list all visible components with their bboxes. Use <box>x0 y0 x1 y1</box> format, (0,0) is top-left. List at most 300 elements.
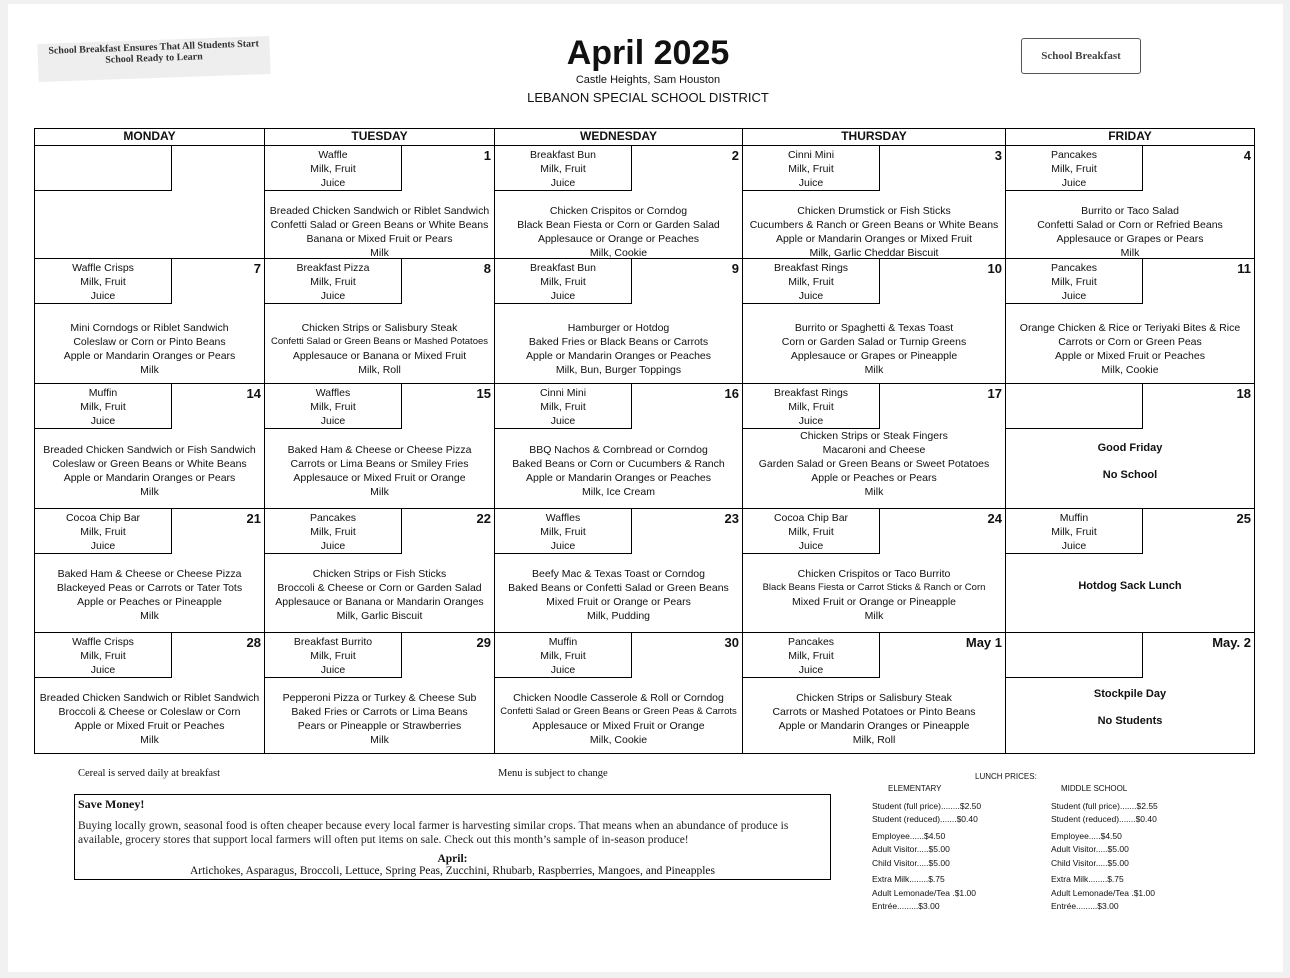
lunch-menu <box>1006 204 1254 260</box>
date-number: 29 <box>476 635 491 650</box>
lunch-line: Applesauce or Banana or Mandarin Oranges <box>275 596 484 608</box>
breakfast-line: Muffin <box>548 636 578 648</box>
breakfast-line: Milk, Fruit <box>788 276 834 288</box>
breakfast-line: Juice <box>798 540 824 552</box>
special-notice <box>1006 441 1254 482</box>
price-line: Entrée.........$3.00 <box>872 901 940 911</box>
lunch-menu <box>495 567 742 623</box>
date-number: 24 <box>987 511 1002 526</box>
day-header-wednesday: WEDNESDAY <box>495 129 743 146</box>
elementary-prices <box>872 782 981 914</box>
breakfast-line: Milk, Fruit <box>1051 526 1097 538</box>
breakfast-line: Milk, Fruit <box>540 163 586 175</box>
breakfast-box <box>1006 633 1143 678</box>
lunch-line: Apple or Mixed Fruit or Peaches <box>74 720 225 732</box>
lunch-line: Milk <box>140 610 159 622</box>
lunch-line: Milk <box>864 486 884 498</box>
lunch-line: Apple or Mixed Fruit or Peaches <box>1055 350 1205 362</box>
breakfast-box <box>743 633 880 678</box>
day-cell <box>265 633 495 753</box>
breakfast-line <box>35 162 171 176</box>
lunch-menu <box>743 567 1005 623</box>
date-number: 15 <box>476 386 491 401</box>
lunch-line: Milk, Ice Cream <box>582 486 655 498</box>
lunch-menu <box>265 691 494 747</box>
breakfast-box <box>743 146 880 191</box>
lunch-line: Confetti Salad or Green Beans or Mashed Potatoes <box>270 336 489 347</box>
lunch-line: Milk, Garlic Biscuit <box>336 610 423 622</box>
day-cell <box>743 146 1006 259</box>
breakfast-line: Juice <box>1061 177 1087 189</box>
lunch-line: Macaroni and Cheese <box>822 444 926 456</box>
breakfast-line: Breakfast Burrito <box>293 636 373 648</box>
day-cell <box>495 384 743 509</box>
breakfast-line <box>1006 414 1142 428</box>
day-cell <box>1006 384 1254 509</box>
date-number: May 1 <box>965 635 1002 650</box>
breakfast-line <box>35 176 171 190</box>
lunch-menu <box>743 429 1005 499</box>
breakfast-line: Juice <box>320 540 346 552</box>
lunch-line: Apple or Mandarin Oranges or Pears <box>63 350 236 362</box>
breakfast-line: Juice <box>1061 290 1087 302</box>
lunch-line: Chicken Strips or Fish Sticks <box>312 568 447 580</box>
lunch-line: Milk, Cookie <box>589 247 648 259</box>
lunch-line: Breaded Chicken Sandwich or Riblet Sandwich <box>269 205 490 217</box>
special-line: Good Friday <box>1097 442 1163 454</box>
day-cell <box>35 633 265 753</box>
breakfast-line: Juice <box>798 415 824 427</box>
breakfast-line <box>1006 386 1142 400</box>
lunch-line: Milk, Roll <box>852 734 896 746</box>
lunch-line: Chicken Crispitos or Taco Burrito <box>797 568 951 580</box>
breakfast-box <box>743 259 880 304</box>
lunch-line: Chicken Crispitos or Corndog <box>549 205 688 217</box>
date-number: 11 <box>1237 261 1251 276</box>
lunch-menu <box>265 567 494 623</box>
date-number: 3 <box>994 148 1002 163</box>
breakfast-line: Cocoa Chip Bar <box>773 512 849 524</box>
school-breakfast-banner-logo: School Breakfast Ensures That All Students Start School Ready to Learn <box>37 36 270 82</box>
breakfast-line: Juice <box>1061 540 1087 552</box>
lunch-line: Pears or Pineapple or Strawberries <box>297 720 462 732</box>
menu-page <box>8 4 1283 972</box>
lunch-line: Baked Beans or Confetti Salad or Green Beans <box>508 582 729 594</box>
breakfast-line: Juice <box>550 177 576 189</box>
lunch-line: Baked Ham & Cheese or Cheese Pizza <box>57 568 242 580</box>
lunch-line: Milk <box>1120 247 1140 259</box>
day-cell <box>265 384 495 509</box>
breakfast-line: Breakfast Rings <box>773 262 849 274</box>
date-number: 8 <box>483 261 491 276</box>
lunch-line: Apple or Mandarin Oranges or Peaches <box>525 472 712 484</box>
breakfast-line: Milk, Fruit <box>310 650 356 662</box>
breakfast-line: Juice <box>798 290 824 302</box>
breakfast-line: Pancakes <box>309 512 357 524</box>
breakfast-line: Milk, Fruit <box>310 276 356 288</box>
day-cell <box>495 146 743 259</box>
lunch-line: Chicken Strips or Steak Fingers <box>800 430 948 442</box>
price-line: Student (reduced).......$0.40 <box>872 814 978 824</box>
lunch-line: Baked Fries or Black Beans or Carrots <box>528 336 709 348</box>
breakfast-box <box>265 633 402 678</box>
lunch-line: Orange Chicken & Rice or Teriyaki Bites & Rice <box>1019 322 1241 334</box>
lunch-line: Applesauce or Mixed Fruit or Orange <box>532 720 705 732</box>
lunch-menu <box>495 321 742 377</box>
lunch-line: Carrots or Mashed Potatoes or Pinto Beans <box>772 706 976 718</box>
lunch-line: Garden Salad or Green Beans or Sweet Potatoes <box>758 458 990 470</box>
lunch-line: Milk, Cookie <box>1101 364 1159 376</box>
breakfast-line: Pancakes <box>1050 262 1098 274</box>
lunch-line: Milk, Bun, Burger Toppings <box>555 364 682 376</box>
date-number: 14 <box>246 386 261 401</box>
lunch-line: Breaded Chicken Sandwich or Fish Sandwich <box>43 444 256 456</box>
breakfast-line: Juice <box>550 415 576 427</box>
breakfast-line: Milk, Fruit <box>788 401 834 413</box>
breakfast-line: Waffles <box>545 512 581 524</box>
day-cell <box>35 384 265 509</box>
district-subtitle: LEBANON SPECIAL SCHOOL DISTRICT <box>527 90 769 105</box>
breakfast-line: Juice <box>90 664 116 676</box>
lunch-line: Milk <box>140 364 159 376</box>
lunch-line: Cucumbers & Ranch or Green Beans or White Beans <box>749 219 999 231</box>
date-number: 28 <box>246 635 261 650</box>
produce-list: Artichokes, Asparagus, Broccoli, Lettuce, Spring Peas, Zucchini, Rhubarb, Raspberries, Mangoes, and Pineapples <box>189 865 716 877</box>
breakfast-line: Milk, Fruit <box>788 650 834 662</box>
lunch-line: Mixed Fruit or Orange or Pears <box>546 596 691 608</box>
special-notice <box>1006 687 1254 728</box>
lunch-line: Applesauce or Banana or Mixed Fruit <box>292 350 467 362</box>
day-cell <box>35 146 265 259</box>
day-cell <box>495 509 743 633</box>
breakfast-line: Juice <box>550 664 576 676</box>
day-cell <box>1006 633 1254 753</box>
breakfast-line: Waffle Crisps <box>72 262 134 274</box>
breakfast-box <box>495 259 632 304</box>
lunch-menu <box>35 567 264 623</box>
special-line: Stockpile Day <box>1093 688 1167 700</box>
breakfast-line: Breakfast Bun <box>530 262 596 274</box>
save-money-box <box>74 794 831 880</box>
lunch-line: Milk <box>864 364 884 376</box>
breakfast-line <box>35 148 171 162</box>
lunch-line: Milk, Cookie <box>589 734 648 746</box>
breakfast-box <box>265 384 402 429</box>
breakfast-box <box>1006 509 1143 554</box>
breakfast-box <box>35 509 172 554</box>
lunch-line: Black Beans Fiesta or Carrot Sticks & Ranch or Corn <box>762 582 986 593</box>
middle-school-prices <box>1051 782 1158 914</box>
day-cell <box>1006 146 1254 259</box>
lunch-line: Carrots or Lima Beans or Smiley Fries <box>290 458 469 470</box>
menu-calendar <box>34 128 1255 754</box>
day-cell <box>743 633 1006 753</box>
lunch-line: Mini Corndogs or Riblet Sandwich <box>70 322 229 334</box>
price-line: Employee.....$4.50 <box>1051 830 1122 841</box>
special-line: Hotdog Sack Lunch <box>1078 580 1182 592</box>
lunch-menu <box>35 691 264 747</box>
lunch-line: Milk <box>140 486 159 498</box>
lunch-line: Applesauce or Mixed Fruit or Orange <box>293 472 466 484</box>
lunch-line: Broccoli & Cheese or Corn or Garden Salad <box>277 582 482 594</box>
lunch-line: Confetti Salad or Green Beans or Green Peas & Carrots <box>500 706 737 717</box>
lunch-line: Burrito or Taco Salad <box>1081 205 1179 217</box>
breakfast-line: Milk, Fruit <box>80 526 126 538</box>
breakfast-line: Juice <box>798 177 824 189</box>
lunch-line: Applesauce or Orange or Peaches <box>537 233 700 245</box>
lunch-line: Milk <box>370 734 389 746</box>
breakfast-box <box>495 146 632 191</box>
breakfast-box <box>35 384 172 429</box>
price-line: Student (reduced).......$0.40 <box>1051 814 1157 824</box>
cereal-note: Cereal is served daily at breakfast <box>78 768 220 779</box>
day-header-tuesday: TUESDAY <box>265 129 495 146</box>
lunch-line: Milk, Roll <box>358 364 401 376</box>
lunch-line: Apple or Peaches or Pears <box>811 472 937 484</box>
breakfast-line: Milk, Fruit <box>1051 276 1097 288</box>
lunch-line: Breaded Chicken Sandwich or Riblet Sandwich <box>39 692 260 704</box>
lunch-line: Chicken Noodle Casserole & Roll or Corndog <box>513 692 724 704</box>
price-line: Student (full price)........$2.50 <box>872 800 982 811</box>
lunch-line: Chicken Strips or Salisbury Steak <box>796 692 952 704</box>
middle-school-heading: MIDDLE SCHOOL <box>1061 784 1128 793</box>
lunch-line: Pepperoni Pizza or Turkey & Cheese Sub <box>282 692 477 704</box>
lunch-line: Corn or Garden Salad or Turnip Greens <box>781 336 967 348</box>
lunch-line: Apple or Mandarin Oranges or Mixed Fruit <box>775 233 973 245</box>
lunch-menu <box>35 321 264 377</box>
breakfast-line: Breakfast Rings <box>773 387 849 399</box>
breakfast-line: Muffin <box>88 387 118 399</box>
lunch-line: Applesauce or Grapes or Pineapple <box>790 350 958 362</box>
lunch-menu <box>495 204 742 260</box>
lunch-line: Milk <box>864 610 884 622</box>
breakfast-line: Milk, Fruit <box>1051 163 1097 175</box>
breakfast-box <box>743 384 880 429</box>
breakfast-line: Juice <box>90 540 116 552</box>
breakfast-line: Milk, Fruit <box>310 401 356 413</box>
day-cell <box>35 509 265 633</box>
lunch-menu <box>1006 321 1254 377</box>
page-title: April 2025 <box>566 34 730 72</box>
lunch-line: Broccoli & Cheese or Coleslaw or Corn <box>58 706 241 718</box>
day-cell <box>35 259 265 384</box>
breakfast-line: Milk, Fruit <box>788 163 834 175</box>
price-line: Adult Lemonade/Tea .$1.00 <box>1051 887 1155 898</box>
save-money-paragraph: Buying locally grown, seasonal food is often cheaper because every local farmer is harvesting similar crops. That means when an abundance of produce is available, grocery stores that support local farmers will often put items on sale. Check out this month’s sample of in-season produce! <box>78 820 789 846</box>
day-cell <box>743 259 1006 384</box>
price-line: Student (full price).......$2.55 <box>1051 800 1158 811</box>
lunch-line: Milk <box>370 486 389 498</box>
date-number: 1 <box>483 148 491 163</box>
day-header-monday: MONDAY <box>35 129 265 146</box>
save-money-heading: Save Money! <box>78 797 145 811</box>
day-cell <box>265 509 495 633</box>
date-number: 30 <box>724 635 739 650</box>
lunch-line: Coleslaw or Green Beans or White Beans <box>52 458 247 470</box>
breakfast-line: Pancakes <box>787 636 835 648</box>
lunch-menu <box>495 443 742 499</box>
lunch-menu <box>35 443 264 499</box>
special-line: No Students <box>1097 715 1163 727</box>
breakfast-line: Milk, Fruit <box>80 650 126 662</box>
lunch-menu <box>743 204 1005 260</box>
price-line: Extra Milk........$.75 <box>1051 874 1124 884</box>
lunch-menu <box>265 443 494 499</box>
lunch-line: Milk <box>370 247 389 259</box>
price-line: Adult Visitor.....$5.00 <box>872 844 950 854</box>
breakfast-line: Milk, Fruit <box>310 163 356 175</box>
breakfast-line: Breakfast Bun <box>530 149 596 161</box>
day-cell <box>743 384 1006 509</box>
date-number: 9 <box>731 261 739 276</box>
lunch-line: Apple or Mandarin Oranges or Pears <box>63 472 236 484</box>
lunch-line: Chicken Strips or Salisbury Steak <box>301 322 458 334</box>
date-number: 21 <box>246 511 261 526</box>
breakfast-line: Milk, Fruit <box>540 526 586 538</box>
lunch-line: Apple or Mandarin Oranges or Pineapple <box>778 720 970 732</box>
lunch-menu <box>265 321 494 377</box>
breakfast-box <box>35 633 172 678</box>
breakfast-line: Muffin <box>1059 512 1089 524</box>
lunch-menu <box>743 691 1005 747</box>
breakfast-line <box>1006 649 1142 663</box>
breakfast-line: Cinni Mini <box>787 149 835 161</box>
price-line: Adult Lemonade/Tea .$1.00 <box>872 887 976 898</box>
lunch-menu <box>495 691 742 747</box>
breakfast-line: Juice <box>320 415 346 427</box>
lunch-line: Baked Fries or Carrots or Lima Beans <box>291 706 468 718</box>
breakfast-box <box>35 146 172 191</box>
breakfast-line: Juice <box>550 290 576 302</box>
lunch-line: Baked Ham & Cheese or Cheese Pizza <box>287 444 472 456</box>
day-cell <box>1006 509 1254 633</box>
breakfast-line: Milk, Fruit <box>80 276 126 288</box>
lunch-line: Apple or Peaches or Pineapple <box>77 596 222 608</box>
elementary-heading: ELEMENTARY <box>888 784 942 793</box>
lunch-line: Carrots or Corn or Green Peas <box>1058 336 1202 348</box>
lunch-line: Baked Beans or Corn or Cucumbers & Ranch <box>512 458 725 470</box>
breakfast-box <box>495 509 632 554</box>
day-header-thursday: THURSDAY <box>743 129 1006 146</box>
breakfast-line: Milk, Fruit <box>540 401 586 413</box>
lunch-line: Confetti Salad or Corn or Refried Beans <box>1037 219 1223 231</box>
breakfast-line: Milk, Fruit <box>540 650 586 662</box>
breakfast-box <box>1006 384 1143 429</box>
breakfast-box <box>35 259 172 304</box>
lunch-prices-heading: LUNCH PRICES: <box>975 772 1037 781</box>
breakfast-box <box>495 384 632 429</box>
breakfast-line: Pancakes <box>1050 149 1098 161</box>
breakfast-box <box>495 633 632 678</box>
date-number: 7 <box>253 261 261 276</box>
breakfast-line: Juice <box>90 415 116 427</box>
menu-change-note: Menu is subject to change <box>498 768 608 779</box>
breakfast-line: Cocoa Chip Bar <box>65 512 141 524</box>
price-line: Extra Milk........$.75 <box>872 874 945 884</box>
breakfast-box <box>1006 259 1143 304</box>
day-cell <box>265 146 495 259</box>
price-line: Child Visitor.....$5.00 <box>1051 857 1129 868</box>
school-breakfast-logo: School Breakfast <box>1021 38 1141 74</box>
date-number: 17 <box>987 386 1002 401</box>
lunch-line: Blackeyed Peas or Carrots or Tater Tots <box>56 582 243 594</box>
breakfast-line: Juice <box>320 664 346 676</box>
lunch-line: Milk <box>140 734 159 746</box>
breakfast-box <box>743 509 880 554</box>
price-line: Adult Visitor.....$5.00 <box>1051 844 1129 854</box>
lunch-line: Chicken Drumstick or Fish Sticks <box>797 205 951 217</box>
breakfast-box <box>265 509 402 554</box>
date-number: 4 <box>1243 148 1251 163</box>
breakfast-line: Milk, Fruit <box>80 401 126 413</box>
lunch-line: Banana or Mixed Fruit or Pears <box>306 233 453 245</box>
price-line: Employee......$4.50 <box>872 830 946 841</box>
special-line: No School <box>1102 469 1158 481</box>
breakfast-line: Waffle <box>318 149 348 161</box>
lunch-line: Mixed Fruit or Orange or Pineapple <box>792 596 956 608</box>
lunch-line: Coleslaw or Corn or Pinto Beans <box>73 336 226 348</box>
breakfast-line: Milk, Fruit <box>310 526 356 538</box>
lunch-menu <box>265 204 494 260</box>
breakfast-line: Juice <box>320 290 346 302</box>
breakfast-line: Waffle Crisps <box>72 636 134 648</box>
breakfast-box <box>265 259 402 304</box>
date-number: 18 <box>1236 386 1251 401</box>
breakfast-box <box>1006 146 1143 191</box>
day-header-friday: FRIDAY <box>1006 129 1254 146</box>
date-number: 16 <box>724 386 739 401</box>
lunch-line: Applesauce or Grapes or Pears <box>1056 233 1204 245</box>
day-cell <box>265 259 495 384</box>
breakfast-line <box>1006 663 1142 677</box>
breakfast-line <box>1006 635 1142 649</box>
lunch-line: Burrito or Spaghetti & Texas Toast <box>794 322 954 334</box>
breakfast-line <box>1006 400 1142 414</box>
produce-month-heading: April: <box>437 853 468 865</box>
date-number: 22 <box>476 511 491 526</box>
breakfast-line: Cinni Mini <box>539 387 587 399</box>
lunch-line: Beefy Mac & Texas Toast or Corndog <box>532 568 705 580</box>
lunch-line: Apple or Mandarin Oranges or Peaches <box>525 350 712 362</box>
date-number: May. 2 <box>1212 635 1251 650</box>
breakfast-box <box>265 146 402 191</box>
breakfast-line: Juice <box>90 290 116 302</box>
breakfast-line: Juice <box>320 177 346 189</box>
date-number: 25 <box>1236 511 1251 526</box>
day-cell <box>743 509 1006 633</box>
date-number: 10 <box>987 261 1002 276</box>
day-cell <box>495 259 743 384</box>
date-number: 2 <box>731 148 739 163</box>
breakfast-line: Milk, Fruit <box>540 276 586 288</box>
lunch-menu <box>743 321 1005 377</box>
lunch-line: Milk, Pudding <box>586 610 651 622</box>
special-notice <box>1006 579 1254 593</box>
lunch-line: Milk, Garlic Cheddar Biscuit <box>809 247 939 259</box>
price-line: Entrée.........$3.00 <box>1051 901 1119 911</box>
lunch-line: Hamburger or Hotdog <box>567 322 670 334</box>
breakfast-line: Milk, Fruit <box>788 526 834 538</box>
lunch-line: Confetti Salad or Green Beans or White Beans <box>270 219 489 231</box>
breakfast-line: Juice <box>798 664 824 676</box>
lunch-line: BBQ Nachos & Cornbread or Corndog <box>529 444 708 456</box>
breakfast-line: Juice <box>550 540 576 552</box>
breakfast-line: Waffles <box>315 387 351 399</box>
day-cell <box>1006 259 1254 384</box>
schools-subtitle: Castle Heights, Sam Houston <box>575 74 721 86</box>
breakfast-line: Breakfast Pizza <box>296 262 370 274</box>
date-number: 23 <box>724 511 739 526</box>
